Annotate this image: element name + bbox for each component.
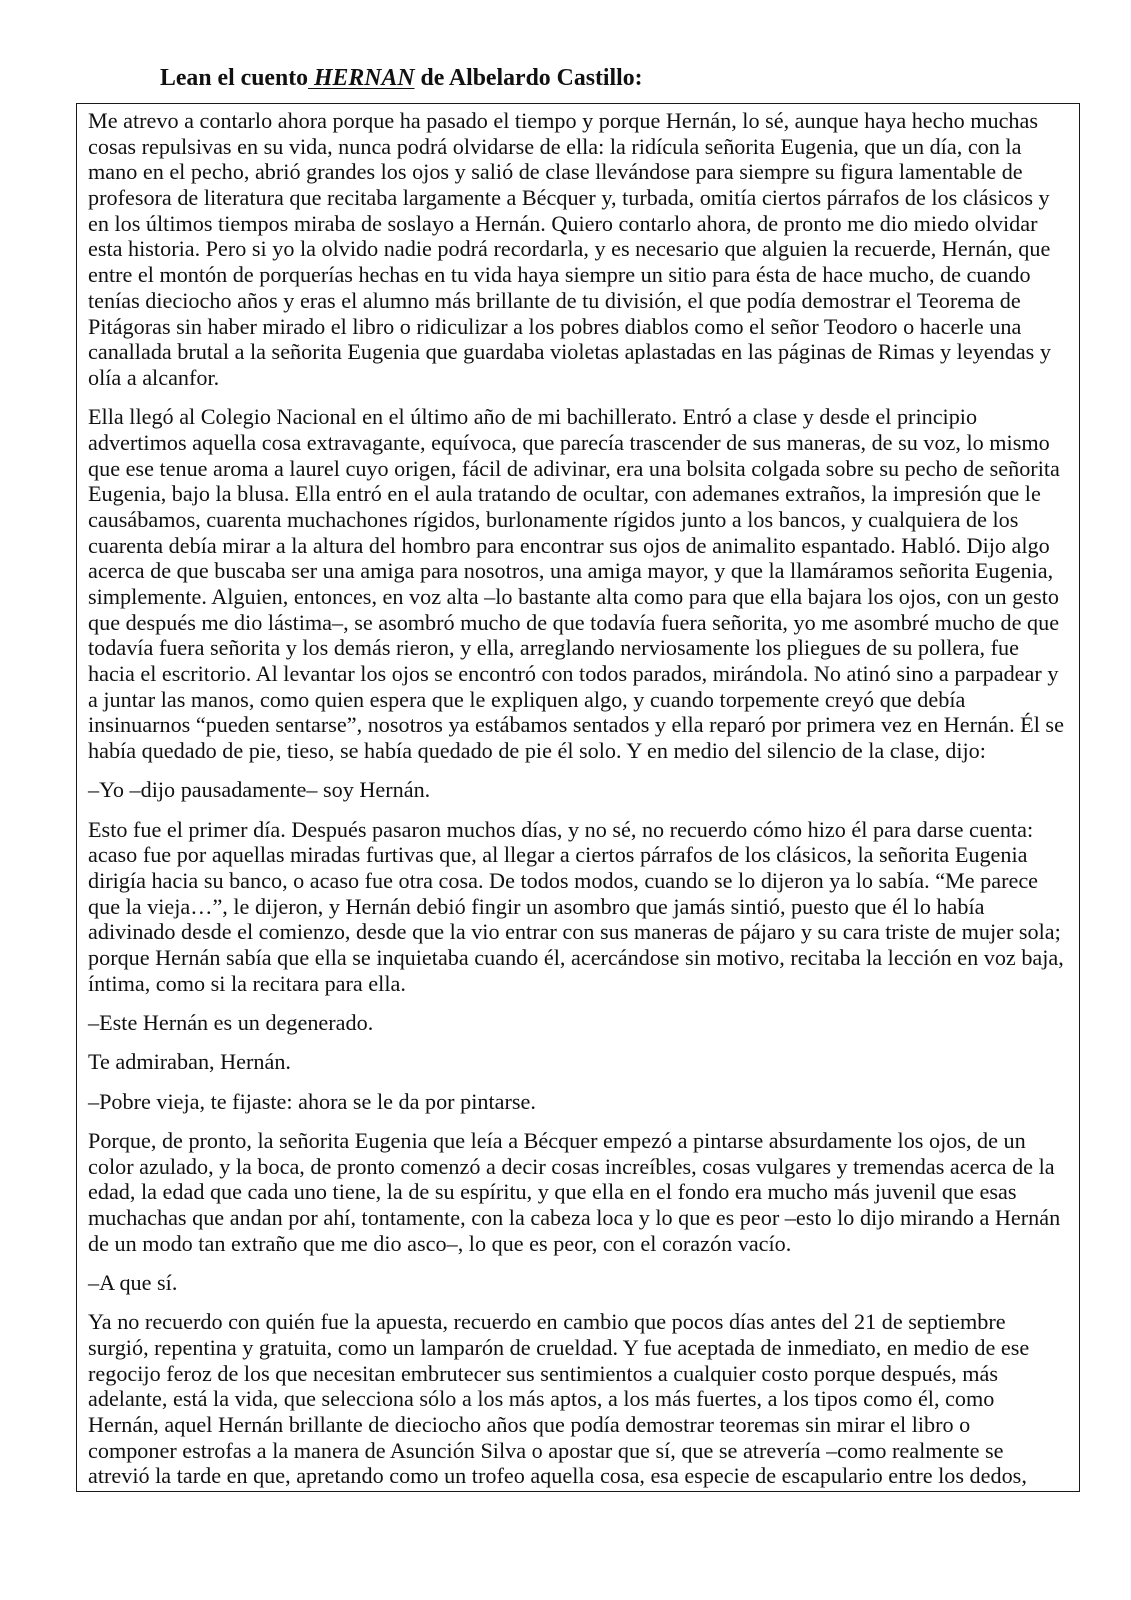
text-line: Te admiraban, Hernán. <box>88 1049 291 1075</box>
text-line: –Yo –dijo pausadamente– soy Hernán. <box>88 777 431 803</box>
text-line: en los últimos tiempos miraba de soslayo a Hernán. Quiero contarlo ahora, de pronto me dio miedo olvidar <box>88 210 1038 236</box>
text-line: que ese tenue aroma a laurel cuyo origen, fácil de adivinar, era una bolsita colgada sobre su pecho de señorita <box>88 455 1060 481</box>
text-line: componer estrofas a la manera de Asunción Silva o apostar que sí, que se atrevería –como realmente se <box>88 1437 1004 1463</box>
text-line: olía a alcanfor. <box>88 364 220 390</box>
text-line: acerca de que buscaba ser una amiga para nosotros, una amiga mayor, y que la llamáramos señorita Eugenia, <box>88 558 1054 584</box>
text-line: porque Hernán sabía que ella se inquietaba cuando él, acercándose sin motivo, recitaba la lección en voz baja, <box>88 945 1064 971</box>
paragraph <box>88 1049 1069 1075</box>
text-line: dirigía hacia su banco, o acaso fue otra cosa. De todos modos, cuando se lo dijeron ya lo sabía. “Me parece <box>88 868 1039 894</box>
dialogue-paragraph <box>88 1270 1069 1296</box>
text-line: –Este Hernán es un degenerado. <box>88 1010 374 1036</box>
text-line: Eugenia, bajo la blusa. Ella entró en el aula tratando de ocultar, con ademanes extraños, la impresión que le <box>88 481 1041 507</box>
title-suffix: de Albelardo Castillo: <box>420 65 643 91</box>
text-line: canallada brutal a la señorita Eugenia que guardaba violetas aplastadas en las páginas de Rimas y leyendas y <box>88 339 1051 365</box>
text-line: simplemente. Alguien, entonces, en voz alta –lo bastante alta como para que ella bajara los ojos, con un gesto <box>88 583 1060 609</box>
text-line: entre el montón de porquerías hechas en tu vida haya siempre un sitio para ésta de hace mucho, de cuando <box>88 262 1031 288</box>
paragraph <box>88 1128 1069 1256</box>
text-line: íntima, como si la recitara para ella. <box>88 970 406 996</box>
text-line: esta historia. Pero si yo la olvido nadie podrá recordarla, y es necesario que alguien la recuerde, Hernán, que <box>88 236 1051 262</box>
title-prefix: Lean el cuento <box>160 65 309 91</box>
text-line: muchachas que andan por ahí, tontamente, con la cabeza loca y lo que es peor –esto lo dijo mirando a Hernán <box>88 1204 1061 1230</box>
page-title <box>160 64 643 92</box>
paragraph <box>88 817 1069 997</box>
dialogue-paragraph <box>88 1010 1069 1036</box>
text-line: edad, la edad que cada uno tiene, la de su espíritu, y que ella en el fondo era mucho más juvenil que esas <box>88 1179 1017 1205</box>
text-line: adelante, está la vida, que selecciona sólo a los más aptos, a los más fuertes, a los tipos como él, como <box>88 1386 995 1412</box>
text-line: a juntar las manos, como quien espera que le expliquen algo, y cuando torpemente creyó que debía <box>88 686 966 712</box>
dialogue-paragraph <box>88 1089 1069 1115</box>
text-line: mano en el pecho, abrió grandes los ojos y salió de clase llevándose para siempre su figura lamentable de <box>88 159 1023 185</box>
paragraph <box>88 108 1069 391</box>
text-line: cosas repulsivas en su vida, nunca podrá olvidarse de ella: la ridícula señorita Eugenia, que un día, con la <box>88 133 1022 159</box>
dialogue-paragraph <box>88 777 1069 803</box>
text-line: había quedado de pie, tieso, se había quedado de pie él solo. Y en medio del silencio de la clase, dijo: <box>88 738 986 764</box>
text-line: surgió, repentina y gratuita, como un lamparón de crueldad. Y fue aceptada de inmediato, en medio de ese <box>88 1334 1030 1360</box>
paragraph <box>88 404 1069 764</box>
text-line: Esto fue el primer día. Después pasaron muchos días, y no sé, no recuerdo cómo hizo él para darse cuenta: <box>88 816 1034 842</box>
text-line: atrevió la tarde en que, apretando como un trofeo aquella cosa, esa especie de escapulario entre los dedos, <box>88 1463 1027 1489</box>
paragraph <box>88 1309 1069 1489</box>
text-line: regocijo feroz de los que necesitan embrutecer sus sentimientos a cualquier costo porque después, más <box>88 1360 999 1386</box>
text-line: hacia el escritorio. Al levantar los ojos se encontró con todos parados, mirándola. No atinó sino a parpadear y <box>88 661 1059 687</box>
text-line: Porque, de pronto, la señorita Eugenia que leía a Bécquer empezó a pintarse absurdamente los ojos, de un <box>88 1127 1026 1153</box>
text-line: –A que sí. <box>88 1269 178 1295</box>
text-line: que la vieja…”, le dijeron, y Hernán debió fingir un asombro que jamás sintió, puesto que él lo había <box>88 893 985 919</box>
story-title-underline <box>308 65 414 91</box>
text-line: Ya no recuerdo con quién fue la apuesta, recuerdo en cambio que pocos días antes del 21 de septiembre <box>88 1309 1006 1335</box>
text-line: todavía fuera señorita y los demás rieron, y ella, arreglando nerviosamente los pliegues de su pollera, fue <box>88 635 1019 661</box>
text-line: causábamos, cuarenta muchachones rígidos, burlonamente rígidos junto a los bancos, y cualquiera de los <box>88 506 1019 532</box>
text-line: adivinado desde el comienzo, desde que la vio entrar con sus maneras de pájaro y su cara triste de mujer sola; <box>88 919 1061 945</box>
text-line: –Pobre vieja, te fijaste: ahora se le da por pintarse. <box>88 1088 536 1114</box>
text-line: insinuarnos “pueden sentarse”, nosotros ya estábamos sentados y ella reparó por primera vez en Hernán. Él se <box>88 712 1064 738</box>
text-line: color azulado, y la boca, de pronto comenzó a decir cosas increíbles, cosas vulgares y tremendas acerca de la <box>88 1153 1055 1179</box>
text-line: profesora de literatura que recitaba largamente a Bécquer y, turbada, omitía ciertos párrafos de los clásicos y <box>88 185 1050 211</box>
text-line: Me atrevo a contarlo ahora porque ha pasado el tiempo y porque Hernán, lo sé, aunque haya hecho muchas <box>88 108 1039 133</box>
text-line: Hernán, aquel Hernán brillante de dieciocho años que podía demostrar teoremas sin mirar el libro o <box>88 1411 971 1437</box>
text-line: acaso fue por aquellas miradas furtivas que, al llegar a ciertos párrafos de los clásicos, la señorita Eugenia <box>88 842 1028 868</box>
text-line: advertimos aquella cosa extravagante, equívoca, que parecía trascender de sus maneras, de su voz, lo mismo <box>88 429 1050 455</box>
text-line: Ella llegó al Colegio Nacional en el último año de mi bachillerato. Entró a clase y desde el principio <box>88 404 978 430</box>
story-title: HERNAN <box>314 65 415 91</box>
text-line: que después me dio lástima–, se asombró mucho de que todavía fuera señorita, yo me asombré mucho de que <box>88 609 1060 635</box>
text-line: cuarenta debía mirar a la altura del hombro para encontrar sus ojos de animalito espantado. Habló. Dijo algo <box>88 532 1050 558</box>
story-text-box <box>76 103 1080 1492</box>
text-line: tenías dieciocho años y eras el alumno más brillante de tu división, el que podía demostrar el Teorema de <box>88 287 1021 313</box>
text-line: de un modo tan extraño que me dio asco–, lo que es peor, con el corazón vacío. <box>88 1230 792 1256</box>
text-line: Pitágoras sin haber mirado el libro o ridiculizar a los pobres diablos como el señor Teodoro o hacerle una <box>88 313 1022 339</box>
